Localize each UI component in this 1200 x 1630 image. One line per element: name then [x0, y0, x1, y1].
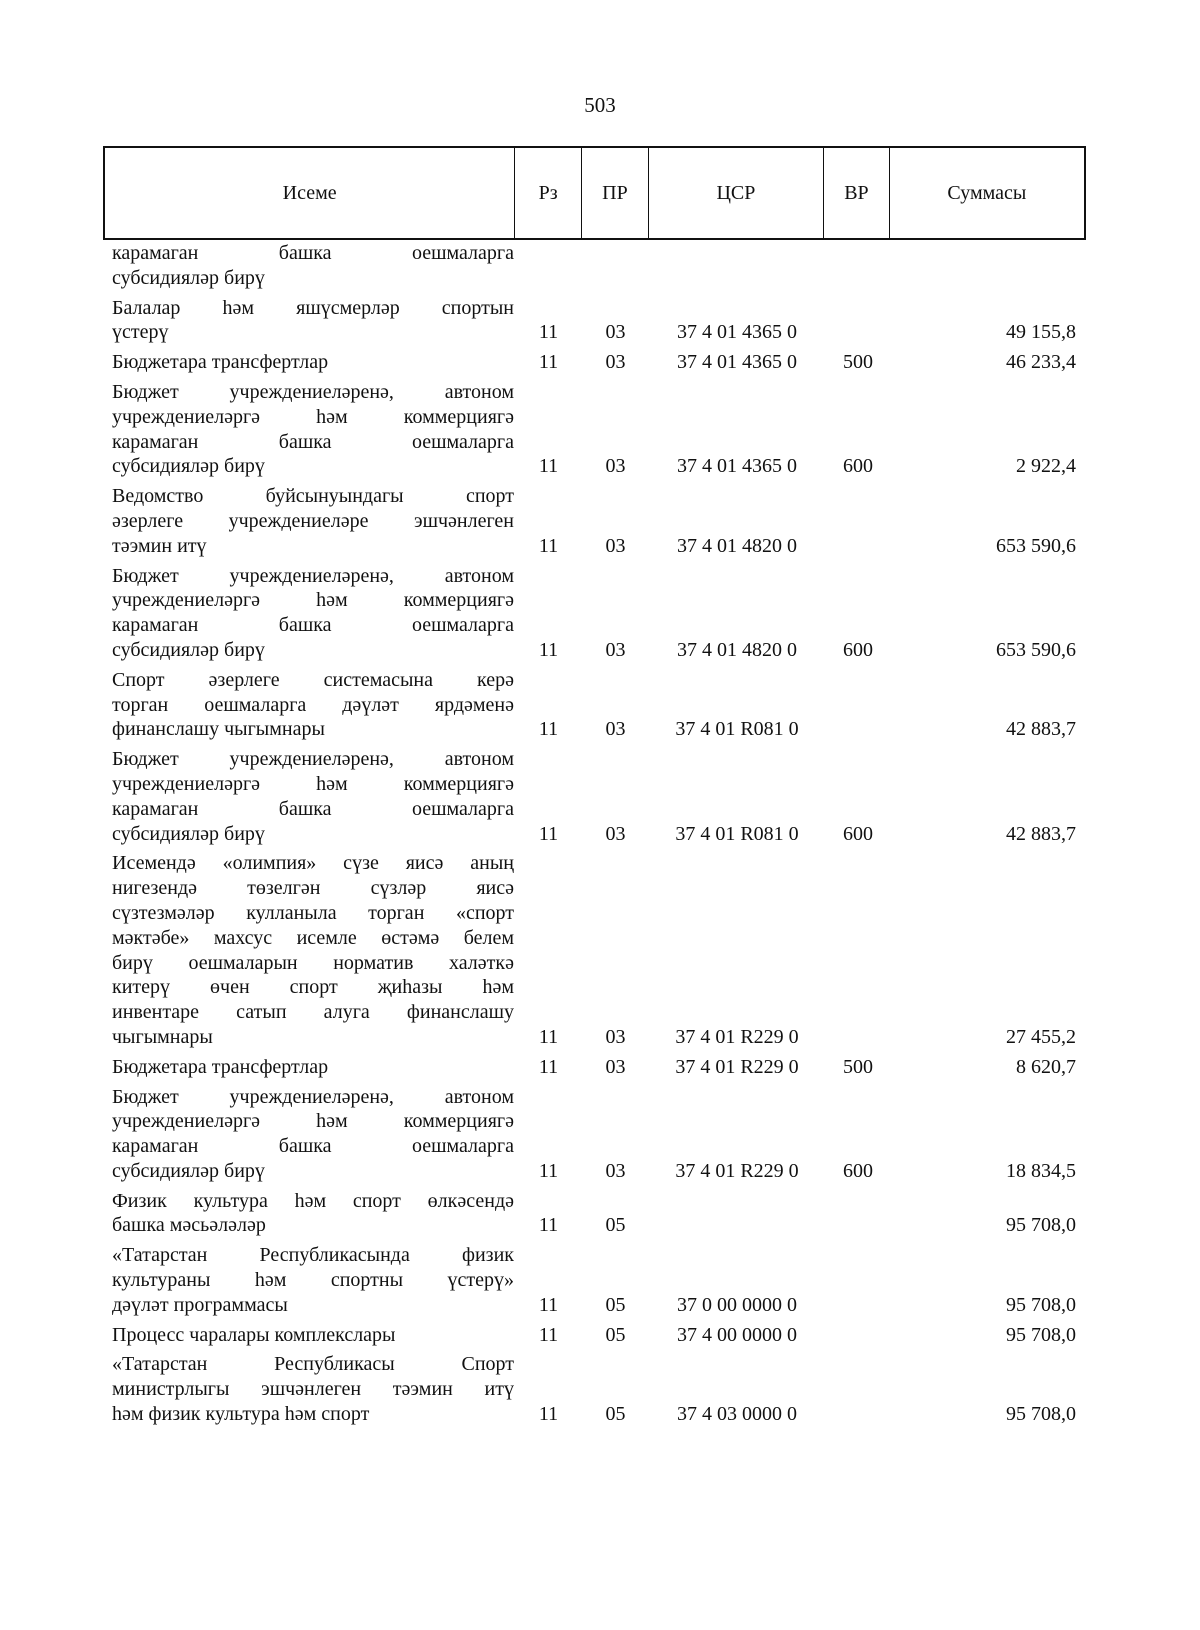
row-name-line: карамаган башка оешмаларга: [112, 242, 514, 264]
row-name: [112, 564, 514, 663]
row-csr: 37 0 00 0000 0: [677, 1293, 797, 1316]
row-name-line: бирү оешмаларын норматив халәткә: [112, 951, 514, 974]
row-pr: 03: [605, 822, 626, 845]
header-csr: ЦСР: [649, 148, 824, 238]
row-rz: 11: [538, 638, 559, 661]
row-csr: 37 4 00 0000 0: [677, 1323, 797, 1346]
row-sum: 653 590,6: [996, 638, 1076, 661]
row-csr: 37 4 01 R229 0: [675, 1025, 799, 1048]
row-sum: 95 708,0: [1006, 1403, 1076, 1426]
row-name: [112, 1352, 514, 1426]
row-pr: 05: [605, 1403, 626, 1426]
row-pr: 03: [605, 1159, 626, 1182]
row-rz: 11: [538, 455, 559, 478]
row-rz: 11: [538, 1293, 559, 1316]
row-name-line: торган оешмаларга дәүләт ярдәменә: [112, 693, 514, 716]
table-row: [103, 1055, 1086, 1080]
table-row: [103, 564, 1086, 663]
row-pr: 03: [605, 1025, 626, 1048]
row-name-line: Бюджет учреждениеләренә, автоном: [112, 1085, 514, 1108]
row-name-line: «Татарстан Республикасы Спорт: [112, 1353, 514, 1376]
row-name-line: үстерү: [112, 321, 169, 344]
row-name-line: әзерлеге учреждениеләре эшчәнлеген: [112, 509, 514, 532]
table-row: [103, 241, 1086, 291]
row-vr: 600: [843, 822, 873, 845]
row-name: [112, 350, 514, 375]
row-name-line: карамаган башка оешмаларга: [112, 430, 514, 453]
row-csr: 37 4 01 R081 0: [675, 822, 799, 845]
table-row: [103, 668, 1086, 742]
row-name-line: карамаган башка оешмаларга: [112, 1135, 514, 1158]
row-name-line: Бюджет учреждениеләренә, автоном: [112, 564, 514, 587]
row-pr: 03: [605, 534, 626, 557]
row-sum: 653 590,6: [996, 534, 1076, 557]
table-row: [103, 747, 1086, 846]
row-rz: 11: [538, 1159, 559, 1182]
row-sum: 27 455,2: [1006, 1025, 1076, 1048]
row-csr: 37 4 03 0000 0: [677, 1403, 797, 1426]
header-pr: ПР: [582, 148, 649, 238]
header-sum: Суммасы: [947, 181, 1027, 204]
row-name-line: учреждениеләргә һәм коммерциягә: [112, 772, 514, 795]
row-pr: 03: [605, 1055, 626, 1078]
row-name-line: учреждениеләргә һәм коммерциягә: [112, 405, 514, 428]
row-vr: 500: [843, 351, 873, 374]
row-name: [112, 484, 514, 558]
row-name: [112, 380, 514, 479]
table-header: [103, 146, 1086, 240]
row-name-line: субсидияләр бирү: [112, 266, 265, 289]
row-pr: 03: [605, 351, 626, 374]
row-name: [112, 1189, 514, 1239]
row-sum: 2 922,4: [1016, 455, 1076, 478]
row-sum: 95 708,0: [1006, 1323, 1076, 1346]
row-name-line: субсидияләр бирү: [112, 638, 265, 661]
row-rz: 11: [538, 534, 559, 557]
row-name-line: башка мәсьәләләр: [112, 1214, 266, 1237]
row-name-line: культураны һәм спортны үстерү»: [112, 1269, 514, 1292]
row-rz: 11: [538, 321, 559, 344]
row-rz: 11: [538, 718, 559, 741]
table-body: [103, 241, 1086, 1432]
row-rz: 11: [538, 351, 559, 374]
table-row: [103, 1352, 1086, 1426]
row-pr: 03: [605, 321, 626, 344]
row-name-line: Физик культура һәм спорт өлкәсендә: [112, 1189, 514, 1212]
row-name-line: Спорт әзерлеге системасына керә: [112, 668, 514, 691]
row-rz: 11: [538, 1214, 559, 1237]
row-name-line: сүзтезмәләр кулланыла торган «спорт: [112, 901, 514, 924]
row-sum: 46 233,4: [1006, 351, 1076, 374]
row-name-line: учреждениеләргә һәм коммерциягә: [112, 1110, 514, 1133]
row-vr: 600: [843, 455, 873, 478]
row-sum: 18 834,5: [1006, 1159, 1076, 1182]
row-name: [112, 668, 514, 742]
row-name: [112, 1243, 514, 1317]
table-row: [103, 350, 1086, 375]
row-pr: 03: [605, 638, 626, 661]
row-rz: 11: [538, 822, 559, 845]
row-name-line: Исемендә «олимпия» сүзе яисә аның: [112, 852, 514, 875]
header-name: Исеме: [105, 148, 515, 238]
row-pr: 05: [605, 1214, 626, 1237]
row-sum: 49 155,8: [1006, 321, 1076, 344]
row-vr: 600: [843, 638, 873, 661]
row-name-line: Бюджет учреждениеләренә, автоном: [112, 380, 514, 403]
row-csr: 37 4 01 R081 0: [675, 718, 799, 741]
row-name-line: инвентаре сатып алуга финанслашу: [112, 1001, 514, 1024]
row-name: [112, 851, 514, 1049]
table-row: [103, 484, 1086, 558]
header-rz: Рз: [515, 148, 582, 238]
row-pr: 03: [605, 718, 626, 741]
row-name-line: Бюджетара трансфертлар: [112, 1055, 329, 1078]
row-name-line: Ведомство буйсынуындагы спорт: [112, 485, 514, 508]
row-name-line: мәктәбе» махсус исемле өстәмә белем: [112, 926, 514, 949]
row-name-line: китерү өчен спорт җиһазы һәм: [112, 976, 514, 999]
row-csr: 37 4 01 4820 0: [677, 638, 797, 661]
row-pr: 03: [605, 455, 626, 478]
row-name-line: Балалар һәм яшүсмерләр спортын: [112, 296, 514, 319]
row-vr: 600: [843, 1159, 873, 1182]
row-name-line: финанслашу чыгымнары: [112, 718, 325, 741]
row-name-line: Бюджет учреждениеләренә, автоном: [112, 748, 514, 771]
row-name-line: һәм физик культура һәм спорт: [112, 1403, 370, 1426]
header-vr: ВР: [824, 148, 890, 238]
row-name-line: субсидияләр бирү: [112, 455, 265, 478]
row-pr: 05: [605, 1323, 626, 1346]
row-name-line: министрлыгы эшчәнлеген тәэмин итү: [112, 1378, 514, 1401]
row-sum: 42 883,7: [1006, 718, 1076, 741]
row-name-line: Бюджетара трансфертлар: [112, 351, 329, 374]
table-row: [103, 1085, 1086, 1184]
row-name: [112, 1323, 514, 1348]
row-name-line: карамаган башка оешмаларга: [112, 797, 514, 820]
table-row: [103, 296, 1086, 346]
row-csr: 37 4 01 4365 0: [677, 455, 797, 478]
row-name-line: чыгымнары: [112, 1025, 213, 1048]
row-name-line: карамаган башка оешмаларга: [112, 614, 514, 637]
row-csr: 37 4 01 R229 0: [675, 1159, 799, 1182]
row-name-line: дәүләт программасы: [112, 1293, 288, 1316]
row-rz: 11: [538, 1323, 559, 1346]
row-sum: 42 883,7: [1006, 822, 1076, 845]
row-sum: 95 708,0: [1006, 1293, 1076, 1316]
row-vr: 500: [843, 1055, 873, 1078]
row-name-line: учреждениеләргә һәм коммерциягә: [112, 589, 514, 612]
row-name: [112, 296, 514, 346]
row-name: [112, 1085, 514, 1184]
row-pr: 05: [605, 1293, 626, 1316]
row-csr: 37 4 01 4820 0: [677, 534, 797, 557]
row-csr: 37 4 01 R229 0: [675, 1055, 799, 1078]
row-name-line: тәэмин итү: [112, 534, 207, 557]
row-name-line: субсидияләр бирү: [112, 1159, 265, 1182]
table-row: [103, 851, 1086, 1049]
row-sum: 95 708,0: [1006, 1214, 1076, 1237]
page-number: 503: [584, 93, 616, 117]
table-row: [103, 1323, 1086, 1348]
table-row: [103, 1243, 1086, 1317]
row-name: [112, 747, 514, 846]
row-name: [112, 1055, 514, 1080]
table-row: [103, 380, 1086, 479]
row-name-line: Процесс чаралары комплекслары: [112, 1323, 396, 1346]
row-sum: 8 620,7: [1016, 1055, 1076, 1078]
row-rz: 11: [538, 1055, 559, 1078]
table-row: [103, 1189, 1086, 1239]
row-name-line: субсидияләр бирү: [112, 822, 265, 845]
row-name: [112, 241, 514, 291]
row-name-line: «Татарстан Республикасында физик: [112, 1244, 514, 1267]
row-rz: 11: [538, 1403, 559, 1426]
row-name-line: нигезендә төзелгән сүзләр яисә: [112, 877, 514, 900]
row-rz: 11: [538, 1025, 559, 1048]
row-csr: 37 4 01 4365 0: [677, 321, 797, 344]
row-csr: 37 4 01 4365 0: [677, 351, 797, 374]
